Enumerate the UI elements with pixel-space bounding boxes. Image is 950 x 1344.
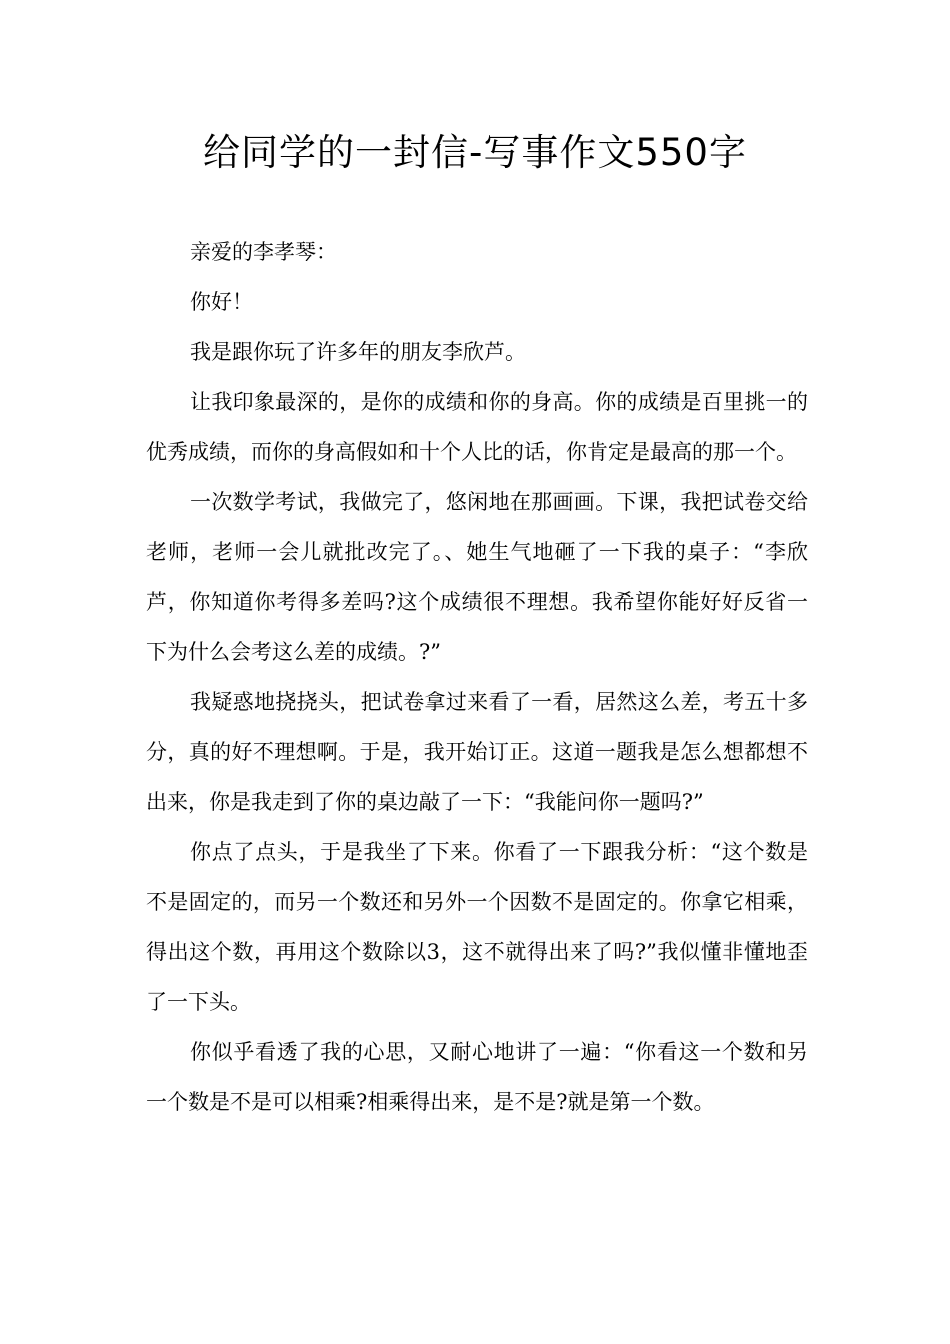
paragraph: 我是跟你玩了许多年的朋友李欣芦。: [190, 340, 526, 364]
letter-body: [146, 227, 808, 1127]
document-title: 给同学的一封信-写事作文550字: [203, 131, 747, 174]
paragraph: 你似乎看透了我的心思，又耐心地讲了一遍：“你看这一个数和另一个数是不是可以相乘?相乘得出来，是不是?就是第一个数。: [146, 1040, 808, 1114]
greeting: 你好！: [190, 290, 253, 314]
paragraph: 你点了点头，于是我坐了下来。你看了一下跟我分析：“这个数是不是固定的，而另一个数还和另外一个因数不是固定的。你拿它相乘，得出这个数，再用这个数除以3，这不就得出来了吗?”我似懂非懂地歪了一下头。: [146, 840, 808, 1014]
paragraph: 我疑惑地挠挠头，把试卷拿过来看了一看，居然这么差，考五十多分，真的好不理想啊。于是，我开始订正。这道一题我是怎么想都想不出来，你是我走到了你的桌边敲了一下：“我能问你一题吗?”: [146, 690, 808, 814]
paragraph: 让我印象最深的，是你的成绩和你的身高。你的成绩是百里挑一的优秀成绩，而你的身高假如和十个人比的话，你肯定是最高的那一个。: [146, 390, 808, 464]
salutation: 亲爱的李孝琴：: [190, 240, 337, 264]
paragraph: 一次数学考试，我做完了，悠闲地在那画画。下课，我把试卷交给老师，老师一会儿就批改完了。、她生气地砸了一下我的桌子：“李欣芦，你知道你考得多差吗?这个成绩很不理想。我希望你能好好反省一下为什么会考这么差的成绩。?”: [146, 490, 808, 664]
